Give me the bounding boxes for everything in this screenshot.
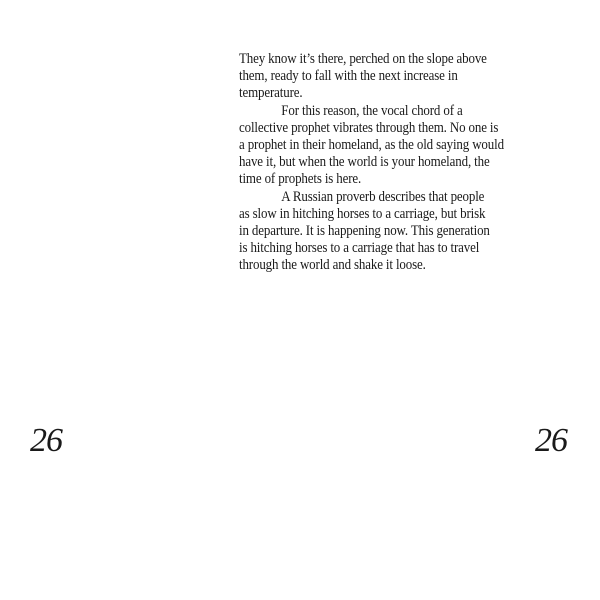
paragraph-start-line: A Russian proverb describes that people xyxy=(281,188,485,205)
text-line: a prophet in their homeland, as the old saying would xyxy=(239,137,504,154)
text-line: through the world and shake it loose. xyxy=(239,257,426,274)
text-line: as slow in hitching horses to a carriage, but brisk xyxy=(239,205,486,222)
text-line: time of prophets is here. xyxy=(239,171,362,188)
paragraph-start-line: For this reason, the vocal chord of a xyxy=(281,102,463,119)
text-line: They know it’s there, perched on the slope above xyxy=(239,51,487,67)
text-line: in departure. It is happening now. This generation xyxy=(239,223,490,240)
text-line: collective prophet vibrates through them. No one is xyxy=(239,119,499,136)
text-line: them, ready to fall with the next increase in xyxy=(239,68,458,85)
body-text xyxy=(239,51,518,275)
page-number-left: 26 xyxy=(30,422,62,459)
page-number-right: 26 xyxy=(535,422,567,459)
text-line: temperature. xyxy=(239,85,303,102)
text-line: have it, but when the world is your homeland, the xyxy=(239,154,490,171)
text-line: is hitching horses to a carriage that has to travel xyxy=(239,240,480,257)
